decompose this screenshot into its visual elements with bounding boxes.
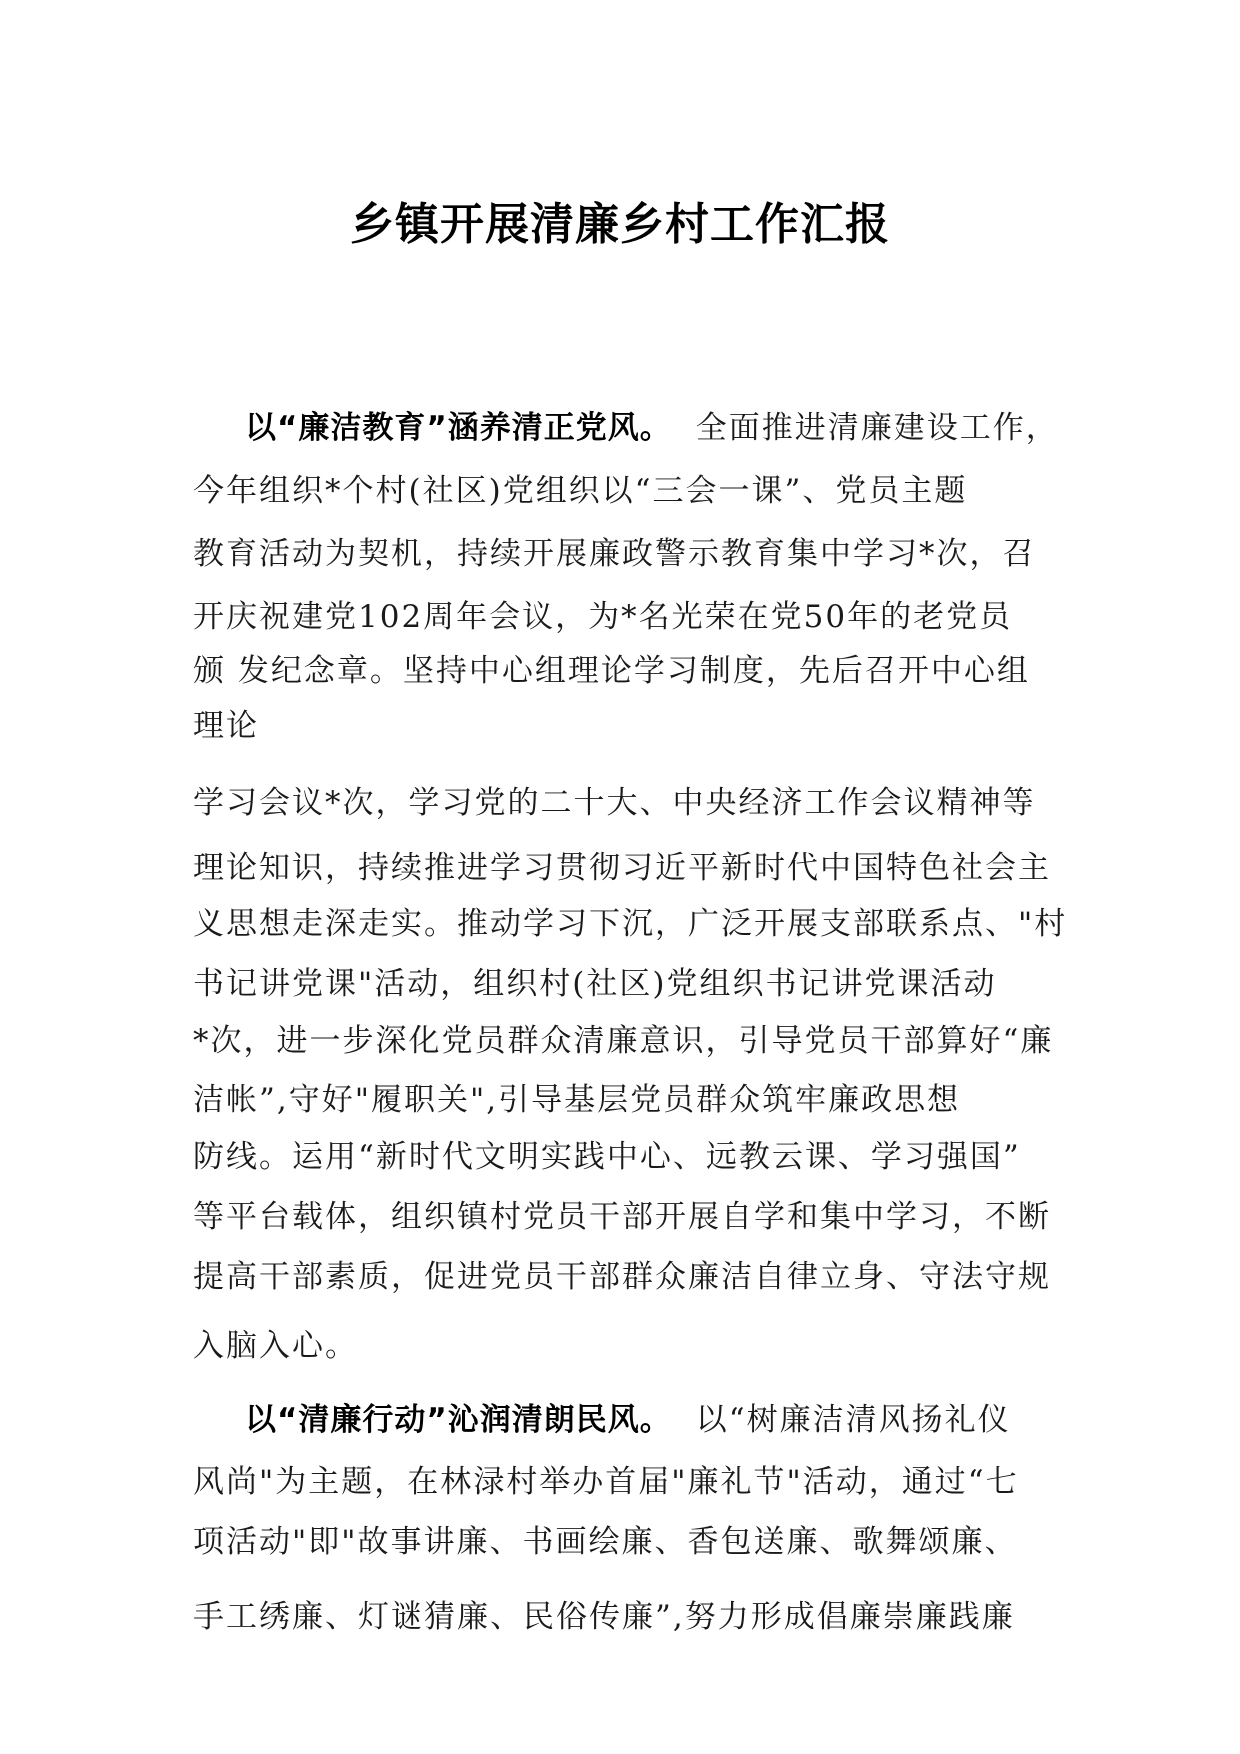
paragraph-line: 学习会议*次，学习党的二十大、中央经济工作会议精神等 bbox=[193, 785, 1036, 821]
paragraph-line: 风尚"为主题，在林渌村举办首届"廉礼节"活动，通过“七 bbox=[193, 1464, 1019, 1500]
paragraph-line: 义思想走深走实。推动学习下沉，广泛开展支部联系点、"村 bbox=[193, 906, 1068, 942]
paragraph-line: 防线。运用“新时代文明实践中心、远教云课、学习强国” bbox=[193, 1139, 1021, 1175]
paragraph-line bbox=[245, 1400, 1011, 1440]
paragraph-line: 开庆祝建党102周年会议，为*名光荣在党50年的老党员 bbox=[193, 599, 1013, 635]
paragraph-line: 提高干部素质，促进党员干部群众廉洁自律立身、守法守规 bbox=[193, 1259, 1051, 1295]
paragraph-line: 理论 bbox=[193, 708, 259, 744]
paragraph-line: 颁 发纪念章。坚持中心组理论学习制度，先后召开中心组 bbox=[193, 653, 1030, 689]
section-heading: 以“廉洁教育”涵养清正党风。 bbox=[245, 410, 672, 446]
paragraph-line: 项活动"即"故事讲廉、书画绘廉、香包送廉、歌舞颂廉、 bbox=[193, 1524, 1018, 1560]
paragraph-line: 理论知识，持续推进学习贯彻习近平新时代中国特色社会主 bbox=[193, 850, 1051, 886]
paragraph-line bbox=[245, 408, 1059, 448]
line-text: 全面推进清廉建设工作， bbox=[695, 410, 1059, 446]
document-title: 乡镇开展清廉乡村工作汇报 bbox=[350, 199, 890, 250]
paragraph-line: 书记讲党课"活动，组织村(社区)党组织书记讲党课活动 bbox=[193, 966, 997, 1002]
paragraph-line: *次，进一步深化党员群众清廉意识，引导党员干部算好“廉 bbox=[193, 1023, 1054, 1059]
paragraph-line: 手工绣廉、灯谜猜廉、民俗传廉”,努力形成倡廉崇廉践廉 bbox=[193, 1599, 1015, 1635]
paragraph-line: 今年组织*个村(社区)党组织以“三会一课”、党员主题 bbox=[193, 473, 968, 509]
paragraph-line: 等平台载体，组织镇村党员干部开展自学和集中学习，不断 bbox=[193, 1199, 1051, 1235]
paragraph-line: 洁帐”,守好"履职关",引导基层党员群众筑牢廉政思想 bbox=[193, 1082, 961, 1118]
paragraph-line: 教育活动为契机，持续开展廉政警示教育集中学习*次，召 bbox=[193, 536, 1036, 572]
line-text: 以“树廉洁清风扬礼仪 bbox=[695, 1402, 1011, 1438]
paragraph-line: 入脑入心。 bbox=[193, 1328, 358, 1364]
section-heading: 以“清廉行动”沁润清朗民风。 bbox=[245, 1402, 672, 1438]
